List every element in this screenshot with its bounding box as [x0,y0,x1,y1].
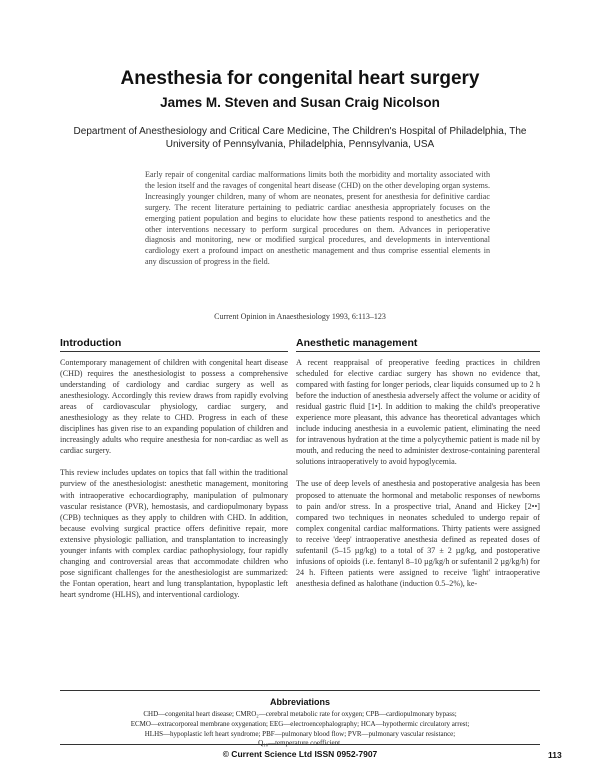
anesthetic-management-paragraph-2: The use of deep levels of anesthesia and postoperative analgesia has been proposed to attenuate the hormonal and metabolic responses of newborns to pain and/or stress. In a prospective trial, Anand and Hickey [2••] compared two techniques in neonates scheduled to undergo repair of complex congenital cardiac malformations. Thirty patients were assigned to receive 'deep' intraoperative anesthesia defined as repeated doses of sufentanil (5–15 µg/kg) to a total of 37 ± 2 µg/kg, and postoperative infusions of opioids (i.e. fentanyl 8–10 µg/kg/h or sufentanil 2 µg/kg/h) for 24 h. Fifteen patients were assigned to receive 'light' intraoperative anesthesia defined as halothane (induction 0.5–2%), ke- [296,479,540,588]
anesthetic-management-body [296,357,540,600]
abbreviations-top-rule [60,690,540,691]
introduction-paragraph-2: This review includes updates on topics that fall within the traditional purview of the anesthesiologist: anesthetic management, monitoring with intraoperative echocardiography, manipulation of pulmonary vascular resistance (PVR), hemostasis, and cardiopulmonary bypass (CPB) techniques as they apply to children with CHD. In addition, because evolving surgical practice offers definitive repair, more extensive physiologic palliation, and transplantation to increasingly younger infants with complex cardiac pathophysiology, four rapidly changing and controversial areas that accommodate children who pose significant challenges for the anesthesiologist are summarized: the Fontan operation, heart and lung transplantation, hypoplastic left heart syndrome (HLHS), and interventional cardiology. [60,468,288,599]
abbreviations-bottom-rule [60,744,540,745]
article-title: Anesthesia for congenital heart surgery [120,68,480,89]
anesthetic-management-paragraph-1: A recent reappraisal of preoperative feeding practices in children scheduled for elective cardiac surgery has shown no evidence that, compared with fasting for longer periods, clear liquids consumed up to 2 h before the induction of anesthesia adversely affect the volume or acidity of residual gastric fluid [1•]. In addition to making the child's preoperative experience more pleasant, this advance has theoretical advantages which include inducing anesthesia in a euvolemic patient, eliminating the need for intravenous hydration at the time a polycythemic patient is made nil by mouth, and reducing the need to administer dextrose-containing parenteral solutions intraoperatively to avoid hypoglycemia. [296,358,540,467]
abbreviations-title: Abbreviations [269,697,330,707]
copyright-notice: © Current Science Ltd ISSN 0952-7907 [222,749,378,759]
abbreviations-line: HLHS—hypoplastic left heart syndrome; PBF—pulmonary blood flow; PVR—pulmonary vascular resistance; [144,729,456,738]
abbreviations-line: CHD—congenital heart disease; CMRO₂—cerebral metabolic rate for oxygen; CPB—cardiopulmonary bypass; [143,710,457,718]
abstract: Early repair of congenital cardiac malformations limits both the morbidity and mortality associated with the lesion itself and the ravages of congenital heart disease (CHD) on the other developing organ systems. Increasingly younger children, many of whom are neonates, present for anesthesia for definitive cardiac surgery. The recent literature pertaining to pediatric cardiac anesthesia appropriately focuses on the emerging patient population and begins to elucidate how these patients respond to anesthetics and the other interventions necessary to perform surgical procedures on them. Advances in perioperative diagnosis and monitoring, new or modified surgical procedures, and developments in interventional cardiology exert a profound impact on anesthetic management and thus comprise essential elements in any discussion of progress in the field. [145,170,490,267]
abbreviations-line: Q₁₀—temperature coefficient. [258,739,342,748]
introduction-body [60,357,288,611]
page-number: 113 [548,750,562,760]
author-affiliation: Department of Anesthesiology and Critical Care Medicine, The Children's Hospital of Philadelphia, The University of Pennsylvania, Philadelphia, Pennsylvania, USA [73,126,527,150]
anesthetic-management-rule [296,351,540,352]
introduction-heading: Introduction [60,337,122,349]
journal-citation: Current Opinion in Anaesthesiology 1993, 6:113–123 [214,312,386,321]
introduction-rule [60,351,288,352]
introduction-paragraph-1: Contemporary management of children with congenital heart disease (CHD) requires the anesthesiologist to possess a comprehensive understanding of cardiology and cardiac surgery as well as anesthesiology. Accordingly this review draws from rapidly evolving areas of cardiovascular physiology, cardiac surgery, and anesthesiology as they relate to CHD. Progress in each of these disciplines has given rise to an expanding population of children and increasingly adults who require anesthesia for non-cardiac as well as cardiac surgery. [60,358,288,456]
article-authors: James M. Steven and Susan Craig Nicolson [160,95,440,110]
anesthetic-management-heading: Anesthetic management [296,337,418,349]
abbreviations-line: ECMO—extracorporeal membrane oxygenation; EEG—electroencephalography; HCA—hypothermic circulatory arrest; [130,719,470,728]
